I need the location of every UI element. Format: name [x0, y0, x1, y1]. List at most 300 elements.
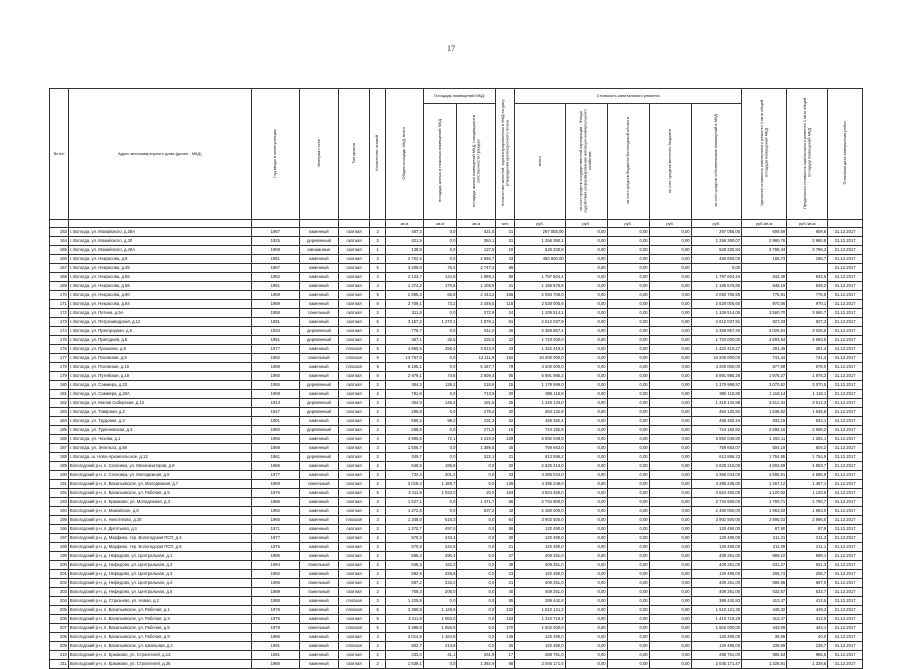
table-cell: 0,0: [457, 633, 496, 642]
table-cell: 2 980,76: [742, 237, 787, 246]
table-cell: каменный: [299, 390, 338, 399]
table-cell: 413,47: [742, 597, 787, 606]
table-cell: 2 696,18: [742, 426, 787, 435]
table-cell: 0,0: [457, 516, 496, 525]
table-row: [50, 552, 863, 561]
table-cell: плоская: [338, 597, 370, 606]
table-cell: 6 195,1: [386, 363, 424, 372]
table-cell: 31.12.2017: [828, 354, 863, 363]
table-cell: 0,00: [649, 651, 691, 660]
table-cell: 172: [50, 309, 69, 318]
table-cell: 204: [50, 597, 69, 606]
table-cell: 409 251,0: [515, 588, 565, 597]
table-cell: 0,00: [565, 498, 607, 507]
table-cell: каменный: [299, 471, 338, 480]
table-cell: 2 628 005,60: [691, 300, 741, 309]
table-cell: 1 425,6: [386, 597, 424, 606]
table-cell: 384,3: [386, 381, 424, 390]
table-cell: 0,00: [649, 507, 691, 516]
table-cell: 2 480 000,00: [691, 507, 741, 516]
table-cell: 504,19: [742, 444, 787, 453]
table-cell: деревянный: [299, 399, 338, 408]
table-row: [50, 273, 863, 282]
table-cell: г. Вологда, ул. Некрасова, д.55: [68, 273, 251, 282]
table-cell: 1969: [251, 300, 299, 309]
table-cell: 609,59: [742, 228, 787, 237]
table-cell: 587,2: [386, 579, 424, 588]
table-cell: Вологодский р-н, д. Марфино, тер. Вологодская ПСП, д.6: [68, 543, 251, 552]
table-cell: г. Вологда, ул. Тургеневская, д.4: [68, 426, 251, 435]
table-row: [50, 462, 863, 471]
table-cell: 2 734 600,0: [515, 498, 565, 507]
table-row: [50, 651, 863, 660]
table-cell: 349,7: [386, 453, 424, 462]
table-cell: 233,0: [386, 651, 424, 660]
table-cell: 0,00: [607, 516, 649, 525]
table-cell: 1 502 000,00: [691, 624, 741, 633]
table-cell: 0,00: [607, 453, 649, 462]
table-cell: 1 471,7: [457, 498, 496, 507]
table-cell: 713,5: [457, 390, 496, 399]
table-cell: 163: [50, 228, 69, 237]
table-cell: панельный: [299, 354, 338, 363]
table-cell: 163: [496, 615, 515, 624]
table-cell: 65,8: [423, 291, 457, 300]
table-cell: 165: [496, 291, 515, 300]
table-cell: 0,00: [565, 246, 607, 255]
table-cell: 171: [50, 300, 69, 309]
table-cell: 31.12.2017: [828, 282, 863, 291]
table-cell: 3 813,0: [457, 345, 496, 354]
table-cell: 243,4: [423, 534, 457, 543]
table-cell: скатная: [338, 525, 370, 534]
table-cell: скатная: [338, 381, 370, 390]
table-cell: 5 891 985,26: [691, 372, 741, 381]
table-cell: 1 063,0: [423, 615, 457, 624]
table-cell: 0,00: [565, 363, 607, 372]
table-cell: 2: [370, 228, 386, 237]
table-cell: 4 200 000,00: [691, 363, 741, 372]
table-cell: 38: [496, 561, 515, 570]
table-cell: г. Вологда, ул. Можайского, д.40А: [68, 246, 251, 255]
table-cell: 1 506,7: [386, 444, 424, 453]
table-cell: деревянный: [299, 408, 338, 417]
table-cell: 0,00: [649, 606, 691, 615]
table-cell: 759 663,07: [691, 444, 741, 453]
table-cell: 80: [496, 273, 515, 282]
table-cell: 229: [496, 435, 515, 444]
table-cell: 609,6: [787, 228, 828, 237]
table-cell: 409 251,0: [515, 552, 565, 561]
table-cell: 885 116,8: [515, 390, 565, 399]
table-cell: 0,00: [607, 444, 649, 453]
table-cell: 12 111,9: [457, 354, 496, 363]
table-cell: скатная: [338, 255, 370, 264]
table-cell: 232,5: [457, 336, 496, 345]
table-cell: 1913: [251, 399, 299, 408]
table-cell: 3: [370, 498, 386, 507]
table-cell: 0,00: [565, 282, 607, 291]
table-cell: 0,00: [649, 552, 691, 561]
table-cell: 58: [496, 525, 515, 534]
table-cell: 31.12.2017: [828, 237, 863, 246]
table-cell: скатная: [338, 228, 370, 237]
table-cell: 0,00: [565, 417, 607, 426]
table-cell: Вологодский р-н, п. Ермаково, ул. Строителей, д.12: [68, 651, 251, 660]
table-cell: 291,45: [742, 345, 787, 354]
header-unit-cost: Удельная стоимость капитального ремонта 1 кв.м общей площади помещений МКД: [742, 89, 787, 220]
table-cell: 1 328,8: [787, 660, 828, 669]
table-row: [50, 471, 863, 480]
table-cell: 1992: [251, 507, 299, 516]
repair-plan-table: [49, 88, 863, 669]
table-cell: 183: [50, 408, 69, 417]
table-cell: 0,0: [423, 390, 457, 399]
table-cell: 192: [50, 489, 69, 498]
table-cell: 0,0: [423, 507, 457, 516]
table-cell: плоская: [338, 642, 370, 651]
table-row: [50, 642, 863, 651]
table-cell: 0,00: [649, 489, 691, 498]
table-cell: г. Вологда, ул. Некрасова, д.45: [68, 264, 251, 273]
table-cell: 31.12.2017: [828, 570, 863, 579]
table-cell: 3 157,2: [386, 318, 424, 327]
table-cell: 21: [496, 453, 515, 462]
table-cell: 1988: [251, 597, 299, 606]
table-cell: 3 070,52: [742, 381, 787, 390]
table-cell: каменный: [299, 462, 338, 471]
header-no: № п/п: [50, 89, 69, 220]
table-cell: панельный: [299, 480, 338, 489]
table-cell: 3: [370, 597, 386, 606]
table-cell: 842,48: [742, 273, 787, 282]
table-cell: скатная: [338, 426, 370, 435]
table-cell: 0,0: [457, 615, 496, 624]
table-cell: 1991: [251, 642, 299, 651]
table-cell: 0,00: [649, 381, 691, 390]
table-cell: 2 444,2: [457, 291, 496, 300]
table-cell: 31.12.2017: [828, 561, 863, 570]
table-cell: каменный: [299, 417, 338, 426]
unit-cell: руб./кв.м: [787, 220, 828, 228]
table-cell: г. Вологда, ул. Псковская, д.19: [68, 363, 251, 372]
table-cell: плоская: [338, 354, 370, 363]
table-cell: 2: [370, 534, 386, 543]
table-cell: 0,00: [649, 615, 691, 624]
table-cell: 5: [370, 300, 386, 309]
table-cell: 0,0: [423, 408, 457, 417]
table-row: [50, 417, 863, 426]
table-cell: 0,0: [457, 642, 496, 651]
table-cell: 759 663,0: [515, 444, 565, 453]
table-row: [50, 318, 863, 327]
table-cell: скатная: [338, 417, 370, 426]
table-cell: 2 698,3: [386, 291, 424, 300]
table-cell: 1951: [251, 255, 299, 264]
table-cell: 0,00: [607, 570, 649, 579]
table-cell: 484 132,9: [515, 408, 565, 417]
table-cell: 2: [370, 453, 386, 462]
table-cell: 170: [50, 291, 69, 300]
table-cell: 0,00: [649, 597, 691, 606]
table-cell: 9: [370, 363, 386, 372]
table-cell: 1 953,0: [787, 507, 828, 516]
table-cell: 5 187,7: [457, 363, 496, 372]
table-cell: 443,09: [742, 624, 787, 633]
table-cell: 1 989,1: [457, 273, 496, 282]
table-cell: 0,00: [607, 381, 649, 390]
table-cell: 389 442,83: [691, 597, 741, 606]
table-cell: 2 625 216,00: [691, 462, 741, 471]
table-cell: 87,90: [742, 525, 787, 534]
table-cell: 0,0: [423, 453, 457, 462]
table-cell: 502,7: [386, 642, 424, 651]
table-cell: 0,00: [649, 273, 691, 282]
table-cell: 0,0: [423, 228, 457, 237]
table-cell: 0,00: [565, 309, 607, 318]
table-cell: 0,0: [423, 444, 457, 453]
table-cell: 1934: [251, 327, 299, 336]
table-cell: Вологодский р-н, д. Нефедово, ул. Центральная, д.4: [68, 579, 251, 588]
table-cell: 170: [496, 624, 515, 633]
table-cell: 1917: [251, 408, 299, 417]
table-cell: 201: [50, 570, 69, 579]
table-cell: Вологодский р-н, п. Ермаково, ул. Молодежная, д.3: [68, 498, 251, 507]
table-cell: 413,5: [787, 615, 828, 624]
table-cell: 0,0: [423, 246, 457, 255]
table-cell: 421,5: [386, 237, 424, 246]
table-cell: скатная: [338, 336, 370, 345]
table-cell: 0,00: [607, 426, 649, 435]
table-cell: 2 045 171,5: [515, 660, 565, 669]
table-cell: 0,00: [565, 345, 607, 354]
table-cell: скатная: [338, 651, 370, 660]
table-cell: 2 734 600,00: [691, 498, 741, 507]
table-cell: плоская: [338, 345, 370, 354]
table-cell: 1991: [251, 318, 299, 327]
table-cell: 409 251,0: [515, 579, 565, 588]
table-cell: 1: [370, 246, 386, 255]
table-cell: 409 251,00: [691, 588, 741, 597]
table-row: [50, 561, 863, 570]
table-cell: 193: [50, 498, 69, 507]
table-cell: 0,00: [649, 345, 691, 354]
table-cell: 1 978,3: [787, 372, 828, 381]
header-cost-fund: за счет средств государственной корпорации - Фонда содействия реформированию жилищно-коммунального хозяйства: [565, 104, 607, 220]
table-cell: скатная: [338, 444, 370, 453]
table-cell: 1 033,0: [423, 489, 457, 498]
table-cell: 724 192,92: [691, 426, 741, 435]
units-row: [50, 220, 863, 228]
table-cell: 42: [496, 507, 515, 516]
table-cell: 2: [370, 255, 386, 264]
table-cell: 2 093 706,0: [515, 291, 565, 300]
table-cell: 178: [50, 363, 69, 372]
table-cell: 1 256 390,1: [515, 237, 565, 246]
table-cell: 409 251,0: [515, 561, 565, 570]
table-cell: 1 256 390,07: [691, 237, 741, 246]
table-header: [50, 89, 863, 228]
table-cell: 0,00: [565, 552, 607, 561]
table-cell: 18: [496, 426, 515, 435]
table-cell: 2: [370, 237, 386, 246]
table-cell: 166,73: [742, 255, 787, 264]
table-cell: 1 636,8: [787, 408, 828, 417]
table-cell: 970,1: [787, 300, 828, 309]
table-cell: 2: [370, 651, 386, 660]
table-cell: Вологодский р-н, п. Непотягово, д.20: [68, 516, 251, 525]
table-cell: 207: [50, 624, 69, 633]
table-cell: 127,5: [457, 246, 496, 255]
table-cell: 31.12.2017: [828, 444, 863, 453]
table-cell: 885 116,80: [691, 390, 741, 399]
table-cell: 179: [50, 372, 69, 381]
table-cell: 2 625 216,0: [515, 462, 565, 471]
table-cell: 0,00: [649, 336, 691, 345]
table-cell: 1901: [251, 417, 299, 426]
table-cell: 0,00: [565, 480, 607, 489]
table-cell: 1 797 604,44: [691, 273, 741, 282]
table-cell: 311,6: [386, 309, 424, 318]
table-cell: 4: [370, 435, 386, 444]
table-cell: 31.12.2017: [828, 345, 863, 354]
table-cell: 0,00: [607, 282, 649, 291]
table-cell: 409 251,00: [691, 552, 741, 561]
table-cell: 291,4: [787, 345, 828, 354]
table-cell: панельный: [299, 309, 338, 318]
table-cell: скатная: [338, 489, 370, 498]
table-cell: 21: [496, 543, 515, 552]
table-cell: Вологодский р-н, п. Васильевское, ул. Рабочая, д.1: [68, 606, 251, 615]
table-cell: скатная: [338, 633, 370, 642]
table-cell: 210: [50, 651, 69, 660]
table-cell: 0,00: [565, 228, 607, 237]
table-cell: 4 219,0: [457, 435, 496, 444]
table-cell: 0,00: [565, 516, 607, 525]
table-cell: 20,0: [457, 489, 496, 498]
unit-cell: кв.м: [457, 220, 496, 228]
table-cell: Вологодский р-н, п. Васильевское, ул. Рабочая, д.3: [68, 615, 251, 624]
table-cell: 3 824 450,0: [515, 489, 565, 498]
table-cell: 458 482,4: [515, 417, 565, 426]
table-cell: 1985: [251, 633, 299, 642]
table-cell: 43: [496, 255, 515, 264]
table-cell: 31.12.2017: [828, 507, 863, 516]
table-cell: 4 395 248,0: [515, 480, 565, 489]
table-cell: деревянный: [299, 381, 338, 390]
table-cell: 443,1: [787, 624, 828, 633]
table-cell: 31.12.2017: [828, 588, 863, 597]
table-cell: 120 490,0: [515, 642, 565, 651]
table-cell: 211,31: [742, 534, 787, 543]
table-cell: 970,06: [742, 300, 787, 309]
table-cell: 175: [50, 336, 69, 345]
table-cell: Вологодский р-н, п. Васильевское, ул. Рабочая, д.5: [68, 624, 251, 633]
table-cell: 1959: [251, 480, 299, 489]
table-cell: скатная: [338, 246, 370, 255]
table-cell: 2: [370, 399, 386, 408]
table-cell: 3 560,7: [787, 309, 828, 318]
table-row: [50, 543, 863, 552]
table-cell: панельный: [299, 561, 338, 570]
table-cell: 0,00: [607, 390, 649, 399]
table-cell: 39,96: [742, 633, 787, 642]
table-row: [50, 480, 863, 489]
table-cell: 741,4: [787, 354, 828, 363]
table-cell: 5: [370, 606, 386, 615]
table-cell: 0,00: [565, 606, 607, 615]
table-cell: 0,00: [607, 561, 649, 570]
table-cell: смешанные: [299, 246, 338, 255]
table-cell: скатная: [338, 237, 370, 246]
table-cell: г. Вологда, ул. Можайского, д.30: [68, 237, 251, 246]
table-cell: 1 502 000,0: [515, 624, 565, 633]
table-cell: 364,9: [386, 399, 424, 408]
table-cell: 208: [50, 633, 69, 642]
table-cell: 15: [496, 381, 515, 390]
table-cell: 1 457,1: [787, 480, 828, 489]
table-cell: Вологодский р-н, п. Васильевское, ул. Рабочая, д.5: [68, 489, 251, 498]
table-cell: 1 169,7: [423, 480, 457, 489]
table-cell: скатная: [338, 327, 370, 336]
table-cell: 0,00: [565, 507, 607, 516]
table-cell: 166: [50, 255, 69, 264]
header-end-date: Плановая дата завершения работ: [828, 89, 863, 220]
table-cell: 2: [370, 309, 386, 318]
table-row: [50, 255, 863, 264]
table-cell: 0,0: [457, 552, 496, 561]
table-cell: 271,0: [457, 426, 496, 435]
table-cell: 177: [50, 354, 69, 363]
table-cell: 0,00: [607, 660, 649, 669]
header-cost-group: Стоимость капитального ремонта: [515, 89, 742, 104]
table-cell: 516,3: [423, 516, 457, 525]
table-cell: 242,6: [423, 543, 457, 552]
table-cell: 409 251,00: [691, 579, 741, 588]
table-cell: скатная: [338, 579, 370, 588]
table-cell: 200: [50, 561, 69, 570]
table-row: [50, 282, 863, 291]
table-cell: 73,2: [423, 300, 457, 309]
table-cell: 532,67: [742, 588, 787, 597]
table-cell: 10 200 000,0: [515, 354, 565, 363]
table-cell: 0,00: [607, 462, 649, 471]
table-cell: 120 490,00: [691, 570, 741, 579]
table-cell: 2: [370, 471, 386, 480]
table-cell: 203: [50, 588, 69, 597]
table-cell: 297 055,00: [691, 228, 741, 237]
table-cell: 31.12.2017: [828, 291, 863, 300]
table-cell: 0,00: [607, 246, 649, 255]
table-cell: 2: [370, 390, 386, 399]
table-cell: деревянный: [299, 237, 338, 246]
table-cell: 2 702,5: [386, 255, 424, 264]
table-cell: 31.12.2017: [828, 408, 863, 417]
table-cell: 31.12.2017: [828, 543, 863, 552]
table-cell: 0,00: [565, 399, 607, 408]
table-cell: 2 895,0: [787, 516, 828, 525]
table-cell: 185: [50, 426, 69, 435]
table-cell: 120 490,0: [515, 570, 565, 579]
table-cell: 4 803,69: [742, 462, 787, 471]
table-cell: 55: [496, 372, 515, 381]
table-cell: панельный: [299, 588, 338, 597]
table-cell: 197: [50, 534, 69, 543]
table-cell: 0,00: [649, 579, 691, 588]
table-cell: 0,00: [649, 642, 691, 651]
table-cell: 301,2: [423, 471, 457, 480]
repair-plan-table-container: [49, 88, 863, 669]
